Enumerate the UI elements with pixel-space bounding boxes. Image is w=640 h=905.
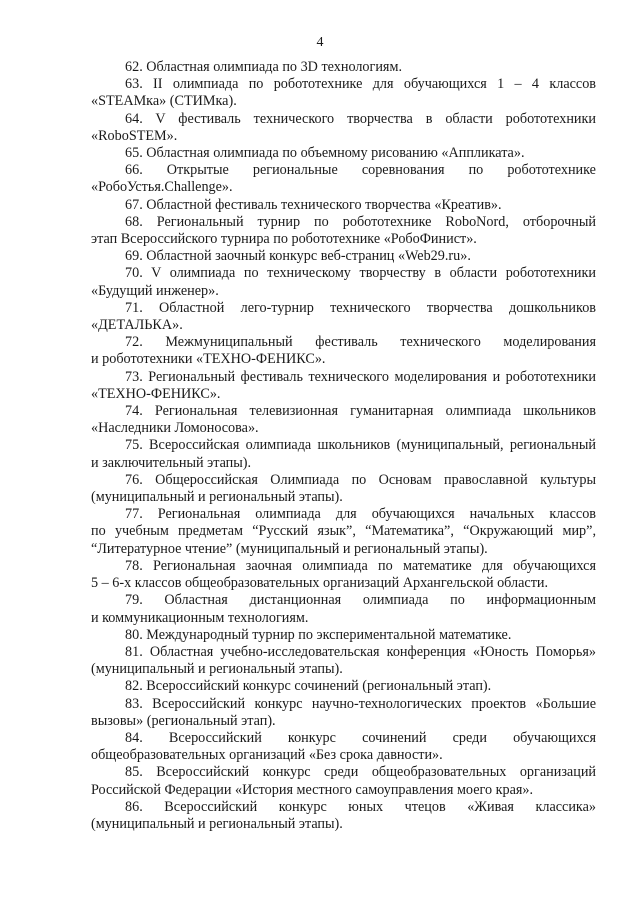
list-item-text: 67. Областной фестиваль технического творчества «Креатив». xyxy=(125,196,502,213)
list-item-text: 75. Всероссийская олимпиада школьников (муниципальный, региональный xyxy=(125,437,596,454)
list-item-text: 64. V фестиваль технического творчества в области робототехники xyxy=(125,110,596,127)
list-item-text: 72. Межмуниципальный фестиваль технического моделирования xyxy=(125,334,596,351)
list-item-text: 79. Областная дистанционная олимпиада по информационным xyxy=(125,592,596,609)
list-item-continuation: 5 – 6-х классов общеобразовательных организаций Архангельской области. xyxy=(91,575,549,592)
list-item xyxy=(91,644,596,678)
list-item-continuation: «Наследники Ломоносова». xyxy=(91,420,259,437)
list-item-continuation: “Литературное чтение” (муниципальный и региональный этапы). xyxy=(91,540,488,557)
list-item-text: 78. Региональная заочная олимпиада по математике для обучающихся xyxy=(125,557,596,574)
list-item xyxy=(91,145,596,162)
list-item xyxy=(91,248,596,265)
list-item xyxy=(91,506,596,558)
list-item-text: 82. Всероссийский конкурс сочинений (региональный этап). xyxy=(125,678,492,695)
page-number: 4 xyxy=(316,35,324,50)
list-item-continuation: «РобоУстья.Challenge». xyxy=(91,179,233,196)
list-item xyxy=(91,76,596,110)
list-item-text: 76. Общероссийская Олимпиада по Основам православной культуры xyxy=(125,471,596,488)
list-item-text: 73. Региональный фестиваль технического моделирования и робототехники xyxy=(125,368,596,385)
list-item xyxy=(91,799,596,833)
list-item xyxy=(91,403,596,437)
list-item-text: 70. V олимпиада по техническому творчеству в области робототехники xyxy=(125,265,596,282)
list-item-text: 80. Международный турнир по экспериментальной математике. xyxy=(125,626,512,643)
list-item-continuation: Российской Федерации «История местного самоуправления моего края». xyxy=(91,781,534,798)
document-body xyxy=(91,59,596,833)
list-item xyxy=(91,592,596,626)
list-item-text: 69. Областной заочный конкурс веб-страниц «Web29.ru». xyxy=(125,248,471,265)
list-item xyxy=(91,472,596,506)
list-item-text: 66. Открытые региональные соревнования по робототехнике xyxy=(125,162,596,179)
list-item xyxy=(91,558,596,592)
list-item-continuation: «Будущий инженер». xyxy=(91,282,219,299)
list-item xyxy=(91,437,596,471)
list-item-continuation: и робототехники «ТЕХНО-ФЕНИКС». xyxy=(91,351,326,368)
list-item-text: 85. Всероссийский конкурс среди общеобразовательных организаций xyxy=(125,764,596,781)
list-item-text: 74. Региональная телевизионная гуманитарная олимпиада школьников xyxy=(125,403,596,420)
list-item-continuation: «ТЕХНО-ФЕНИКС». xyxy=(91,385,221,402)
list-item xyxy=(91,214,596,248)
list-item-text: 86. Всероссийский конкурс юных чтецов «Живая классика» xyxy=(125,798,596,815)
list-item xyxy=(91,59,596,76)
list-item-continuation: этап Всероссийского турнира по робототехнике «РобоФинист». xyxy=(91,231,477,248)
list-item-continuation: (муниципальный и региональный этапы). xyxy=(91,661,343,678)
list-item xyxy=(91,730,596,764)
list-item xyxy=(91,300,596,334)
list-item-continuation: по учебным предметам “Русский язык”, “Математика”, “Окружающий мир”, xyxy=(91,523,596,540)
list-item xyxy=(91,764,596,798)
list-item-text: 84. Всероссийский конкурс сочинений среди обучающихся xyxy=(125,729,596,746)
list-item xyxy=(91,162,596,196)
list-item-continuation: и заключительный этапы). xyxy=(91,454,252,471)
list-item xyxy=(91,334,596,368)
list-item-continuation: и коммуникационным технологиям. xyxy=(91,609,309,626)
list-item-text: 77. Региональная олимпиада для обучающихся начальных классов xyxy=(125,506,596,523)
list-item-text: 83. Всероссийский конкурс научно-технологических проектов «Большие xyxy=(125,695,596,712)
list-item-text: 68. Региональный турнир по робототехнике RoboNord, отборочный xyxy=(125,213,596,230)
list-item-text: 81. Областная учебно-исследовательская конференция «Юность Поморья» xyxy=(125,643,596,660)
list-item xyxy=(91,111,596,145)
list-item-continuation: «ДЕТАЛЬКА». xyxy=(91,317,183,334)
list-item-text: 63. II олимпиада по робототехнике для обучающихся 1 – 4 классов xyxy=(125,76,596,93)
list-item-continuation: общеобразовательных организаций «Без срока давности». xyxy=(91,747,443,764)
list-item xyxy=(91,696,596,730)
list-item-continuation: (муниципальный и региональный этапы). xyxy=(91,815,343,832)
list-item-text: 65. Областная олимпиада по объемному рисованию «Аппликата». xyxy=(125,145,525,162)
list-item xyxy=(91,678,596,695)
list-item-text: 62. Областная олимпиада по 3D технологиям. xyxy=(125,59,402,75)
list-item-continuation: вызовы» (региональный этап). xyxy=(91,712,276,729)
list-item-continuation: «RoboSTEM». xyxy=(91,127,178,144)
list-item-continuation: (муниципальный и региональный этапы). xyxy=(91,489,343,506)
list-item-continuation: «STEAMка» (СТИМка). xyxy=(91,93,237,110)
list-item xyxy=(91,369,596,403)
list-item xyxy=(91,265,596,299)
list-item xyxy=(91,197,596,214)
list-item-text: 71. Областной лего-турнир технического творчества дошкольников xyxy=(125,299,596,316)
list-item xyxy=(91,627,596,644)
